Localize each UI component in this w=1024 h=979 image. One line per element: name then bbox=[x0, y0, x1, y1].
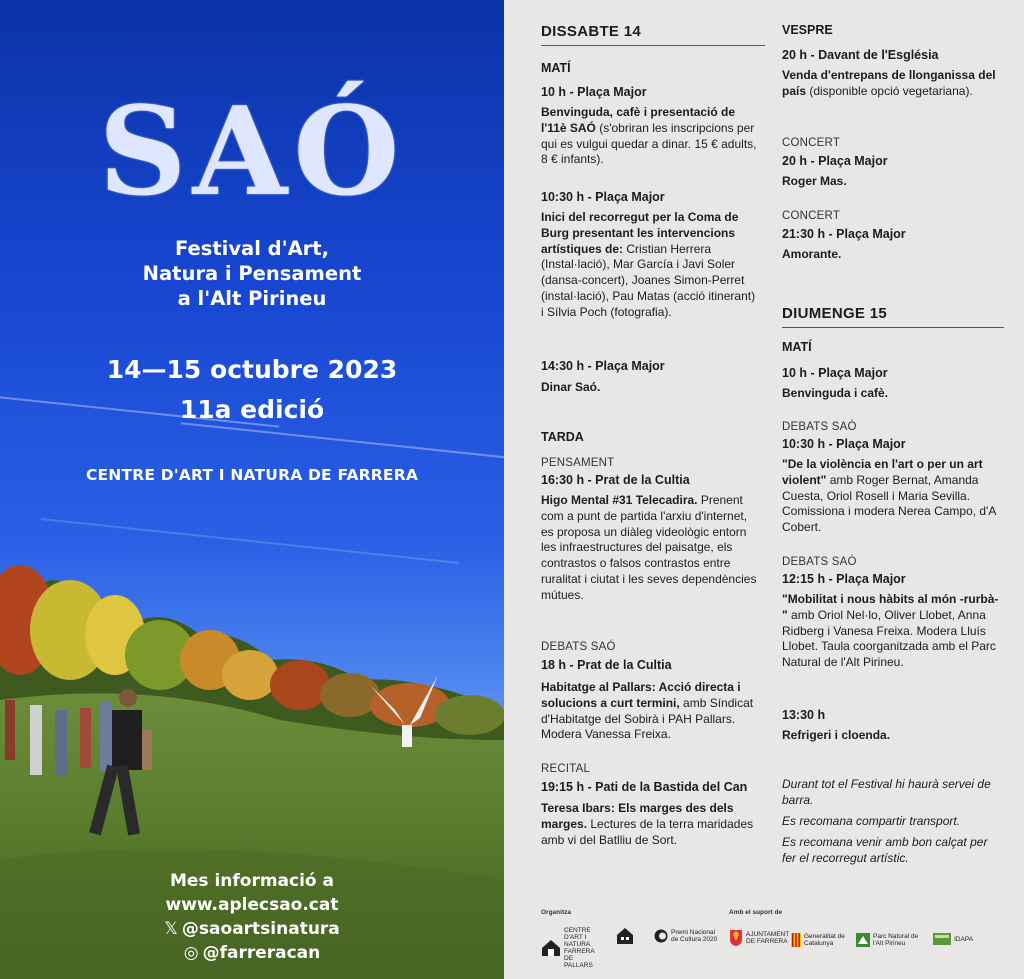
festival-note: Durant tot el Festival hi haurà servei de barra. bbox=[782, 777, 991, 807]
house-icon bbox=[541, 939, 561, 957]
event-description bbox=[541, 210, 759, 321]
event-title: Higo Mental #31 Telecadira. bbox=[541, 493, 698, 507]
landscape-photo bbox=[0, 560, 504, 979]
event-time: 10:30 h - Plaça Major bbox=[782, 437, 906, 451]
house-small-icon bbox=[616, 927, 634, 945]
event-description bbox=[541, 380, 759, 396]
event-time: 18 h - Prat de la Cultia bbox=[541, 658, 672, 672]
subtitle-line: Festival d'Art, bbox=[174, 237, 330, 260]
supporter-name: Generalitat de Catalunya bbox=[804, 933, 845, 947]
event-time: 12:15 h - Plaça Major bbox=[782, 572, 906, 586]
organizer-name: CENTRE D'ART I NATURA FARRERA DE PALLARS bbox=[564, 927, 595, 969]
section-morning: MATÍ bbox=[541, 61, 571, 75]
event-title: Dinar Saó. bbox=[541, 380, 601, 394]
event-category: CONCERT bbox=[782, 137, 841, 149]
event-title: Teresa Ibars: Els marges des dels marges. bbox=[541, 801, 734, 831]
event-description bbox=[541, 493, 759, 604]
supporter-logo bbox=[791, 933, 853, 947]
festival-logo: SAÓ bbox=[98, 79, 406, 223]
event-details: (disponible opció vegetariana). bbox=[806, 83, 973, 98]
x-icon: 𝕏 bbox=[164, 919, 178, 939]
event-details: (s'obriran les inscripcions per qui es vulgui quedar a dinar. 15 € adults, 8 € infants). bbox=[541, 120, 757, 167]
organizers-label: Organitza bbox=[541, 909, 571, 916]
event-details: amb Roger Bernat, Amanda Cuesta, Oriol Rosell i Maria Sevilla. Comissiona i modera Nerea Campo, d'A Cobert. bbox=[782, 472, 996, 535]
event-time: 13:30 h bbox=[782, 708, 826, 722]
more-info-label: Mes informació a bbox=[169, 871, 335, 891]
instagram-handle[interactable] bbox=[0, 943, 504, 963]
event-category: DEBATS SAÓ bbox=[782, 556, 857, 568]
event-time: 21:30 h - Plaça Major bbox=[782, 227, 906, 241]
event-category: DEBATS SAÓ bbox=[541, 641, 616, 653]
event-title: Roger Mas. bbox=[782, 174, 847, 188]
supporter-name: Parc Natural de l'Alt Pirineu bbox=[873, 933, 919, 947]
subtitle-line: a l'Alt Pirineu bbox=[177, 287, 327, 310]
instagram-handle-text: @farreracan bbox=[202, 943, 321, 963]
festival-dates: 14—15 octubre 2023 bbox=[106, 355, 398, 384]
supporter-name: IDAPA bbox=[954, 935, 974, 943]
section-morning: MATÍ bbox=[782, 340, 812, 354]
event-details: amb Oriol Nel·lo, Oliver Llobet, Anna Ridberg i Vanesa Freixa. Modera Lluís Llobet. Taula coorganitzada amb el Parc Natural de l'Alt Pirineu. bbox=[782, 607, 996, 670]
event-description bbox=[782, 247, 1000, 263]
event-time: 10 h - Plaça Major bbox=[782, 366, 888, 380]
supporter-logo bbox=[729, 929, 790, 947]
event-description bbox=[541, 680, 763, 743]
twitter-handle[interactable] bbox=[0, 919, 504, 939]
event-time: 20 h - Davant de l'Església bbox=[782, 48, 939, 62]
sky-streak bbox=[41, 518, 459, 564]
event-time: 19:15 h - Pati de la Bastida del Can bbox=[541, 780, 748, 794]
event-time: 14:30 h - Plaça Major bbox=[541, 359, 665, 373]
supporters-label: Amb el suport de bbox=[729, 909, 783, 916]
event-category: RECITAL bbox=[541, 763, 591, 775]
day-title-sunday: DIUMENGE 15 bbox=[782, 305, 1004, 328]
event-description bbox=[782, 386, 1000, 402]
stripes-icon bbox=[791, 933, 801, 947]
festival-venue: CENTRE D'ART I NATURA DE FARRERA bbox=[85, 466, 419, 484]
festival-edition: 11a edició bbox=[179, 395, 325, 424]
event-time: 20 h - Plaça Major bbox=[782, 154, 888, 168]
supporter-logo bbox=[933, 933, 1003, 945]
event-description bbox=[782, 728, 1000, 744]
event-title: Benvinguda i cafè. bbox=[782, 386, 889, 400]
program-panel bbox=[504, 0, 1024, 979]
section-afternoon: TARDA bbox=[541, 430, 584, 444]
poster-panel bbox=[0, 0, 504, 979]
event-description bbox=[541, 801, 759, 848]
festival-subtitle bbox=[0, 236, 504, 311]
event-title: Refrigeri i cloenda. bbox=[782, 728, 891, 742]
event-category: DEBATS SAÓ bbox=[782, 421, 857, 433]
event-title: "Mobilitat i nous hàbits al món -rurbà-" bbox=[782, 592, 999, 622]
organizer-logo bbox=[616, 927, 646, 945]
day-title-saturday: DISSABTE 14 bbox=[541, 23, 765, 46]
instagram-icon: ◎ bbox=[183, 943, 199, 963]
website-link[interactable]: www.aplecsao.cat bbox=[165, 895, 339, 915]
event-description bbox=[782, 174, 1000, 190]
event-details: Lectures de la terra maridades amb vi del Batlliu de Sort. bbox=[541, 816, 754, 847]
organizer-logo bbox=[654, 929, 722, 943]
section-evening: VESPRE bbox=[782, 23, 833, 37]
supporter-logo bbox=[856, 933, 928, 947]
event-title: "De la violència en l'art o per un art violent" bbox=[782, 457, 983, 487]
c-circle-icon bbox=[654, 929, 668, 943]
event-title: Inici del recorregut per la Coma de Burg presentant les intervencions artístiques de: bbox=[541, 210, 739, 256]
idapa-icon bbox=[933, 933, 951, 945]
event-title: Amorante. bbox=[782, 247, 842, 261]
sky-streak bbox=[181, 422, 504, 460]
event-category: PENSAMENT bbox=[541, 457, 615, 469]
twitter-handle-text: @saoartsinatura bbox=[181, 919, 340, 939]
park-icon bbox=[856, 933, 870, 947]
event-time: 16:30 h - Prat de la Cultia bbox=[541, 473, 690, 487]
festival-note: Es recomana venir amb bon calçat per fer el recorregut artístic. bbox=[782, 835, 988, 865]
shield-icon bbox=[729, 929, 743, 947]
supporter-name: AJUNTAMENT DE FARRERA bbox=[746, 931, 790, 945]
festival-note: Es recomana compartir transport. bbox=[782, 814, 961, 828]
event-description bbox=[782, 68, 1000, 100]
event-category: CONCERT bbox=[782, 210, 841, 222]
event-time: 10 h - Plaça Major bbox=[541, 85, 647, 99]
event-title: Habitatge al Pallars: Acció directa i solucions a curt termini, bbox=[541, 680, 741, 710]
event-time: 10:30 h - Plaça Major bbox=[541, 190, 665, 204]
event-details: Prenent com a punt de partida l'arxiu d'internet, es proposa un diàleg videològic entorn les infraestructures del paisatge, els contrastos o falsos contrastos entre ruralitat i ciutat i les seves dependències mútues. bbox=[541, 493, 757, 602]
event-description bbox=[782, 592, 1000, 671]
event-description bbox=[782, 457, 1004, 536]
organizer-logo bbox=[541, 927, 601, 969]
subtitle-line: Natura i Pensament bbox=[142, 262, 362, 285]
event-description bbox=[541, 105, 759, 168]
event-details: Cristian Herrera (Instal·lació), Mar García i Javi Soler (dansa-concert), Joanes Simon-Perret (instal·lació), Pau Matas (acció itinerant) i Sílvia Poch (fotografia). bbox=[541, 241, 756, 319]
organizer-name: Premi Nacional de Cultura 2020 bbox=[671, 929, 718, 943]
event-details: amb Síndicat d'Habitatge del Sobirà i PAH Pallars. Modera Vanessa Freixa. bbox=[541, 695, 754, 742]
event-title: Benvinguda, cafè i presentació de l'11è SAÓ bbox=[541, 105, 736, 135]
event-title: Venda d'entrepans de llonganissa del país bbox=[782, 68, 996, 98]
